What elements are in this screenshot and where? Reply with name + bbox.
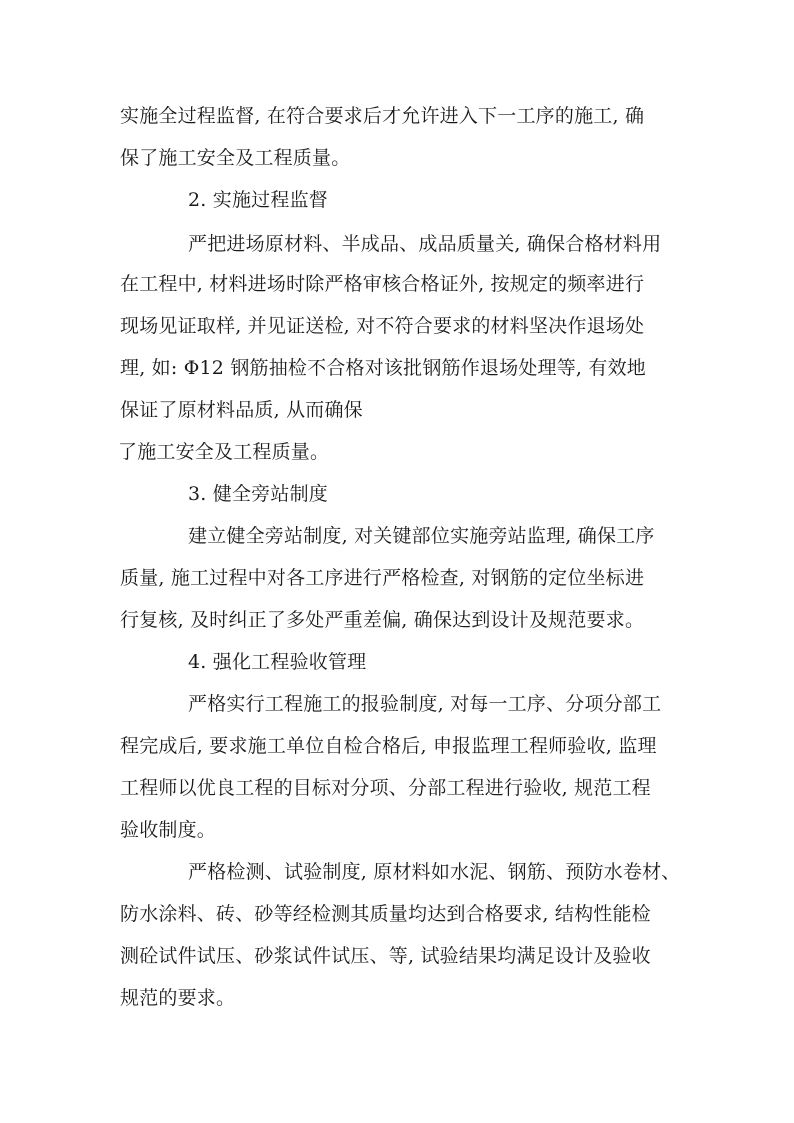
paragraph-3-line-2: 质量, 施工过程中对各工序进行严格检查, 对钢筋的定位坐标进 [120, 567, 645, 589]
section-heading-3: 3. 健全旁站制度 [188, 483, 328, 505]
paragraph-2-line-6: 了施工安全及工程质量。 [118, 441, 330, 463]
paragraph-1-line-1: 实施全过程监督, 在符合要求后才允许进入下一工序的施工, 确 [120, 105, 645, 127]
paragraph-5-line-3: 测砼试件试压、砂浆试件试压、等, 试验结果均满足设计及验收 [120, 945, 651, 967]
paragraph-2-line-3: 现场见证取样, 并见证送检, 对不符合要求的材料坚决作退场处 [120, 315, 645, 337]
paragraph-2-line-2: 在工程中, 材料进场时除严格审核合格证外, 按规定的频率进行 [120, 273, 645, 295]
paragraph-5-line-1: 严格检测、试验制度, 原材料如水泥、钢筋、预防水卷材、 [188, 861, 681, 883]
paragraph-3-line-3: 行复核, 及时纠正了多处严重差偏, 确保达到设计及规范要求。 [120, 609, 645, 631]
paragraph-4-line-4: 验收制度。 [120, 819, 217, 841]
paragraph-2-line-5: 保证了原材料品质, 从而确保 [120, 399, 363, 421]
paragraph-5-line-4: 规范的要求。 [120, 987, 236, 1009]
section-heading-2: 2. 实施过程监督 [188, 189, 328, 211]
paragraph-4-line-2: 程完成后, 要求施工单位自检合格后, 申报监理工程师验收, 监理 [120, 735, 657, 757]
paragraph-4-line-1: 严格实行工程施工的报验制度, 对每一工序、分项分部工 [188, 693, 662, 715]
paragraph-2-line-1: 严把进场原材料、半成品、成品质量关, 确保合格材料用 [188, 233, 662, 255]
paragraph-5-line-2: 防水涂料、砖、砂等经检测其质量均达到合格要求, 结构性能检 [120, 903, 651, 925]
paragraph-4-line-3: 工程师以优良工程的目标对分项、分部工程进行验收, 规范工程 [120, 777, 651, 799]
paragraph-3-line-1: 建立健全旁站制度, 对关键部位实施旁站监理, 确保工序 [188, 525, 655, 547]
section-heading-4: 4. 强化工程验收管理 [188, 651, 367, 673]
paragraph-2-line-4: 理, 如: Φ12 钢筋抽检不合格对该批钢筋作退场处理等, 有效地 [120, 357, 646, 379]
paragraph-1-line-2: 保了施工安全及工程质量。 [120, 147, 351, 169]
